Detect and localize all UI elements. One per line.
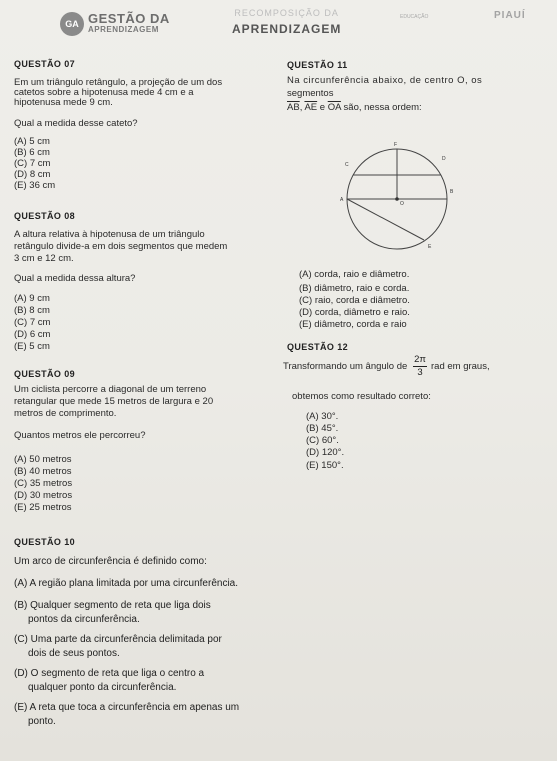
- header-faded-text: RECOMPOSIÇÃO DA: [234, 8, 339, 18]
- q10-option-e[interactable]: (E) A reta que toca a circunferência em apenas um: [14, 702, 240, 713]
- brand-logo-icon: GA: [60, 12, 84, 36]
- q07-option-b[interactable]: (B) 6 cm: [14, 147, 50, 158]
- q08-option-e[interactable]: (E) 5 cm: [14, 341, 50, 352]
- q10-option-b-cont: pontos da circunferência.: [28, 614, 140, 625]
- circle-figure: [336, 135, 466, 255]
- q11-seg-ae: $\overline{AE}$: [304, 102, 318, 113]
- q10-option-b[interactable]: (B) Qualquer segmento de reta que liga dois: [14, 600, 211, 611]
- q11-line-2: segmentos: [287, 88, 334, 99]
- q08-option-c[interactable]: (C) 7 cm: [14, 317, 51, 328]
- q09-heading: QUESTÃO 09: [14, 369, 76, 379]
- q07-option-a[interactable]: (A) 5 cm: [14, 136, 50, 147]
- q12-fraction: [413, 355, 427, 378]
- q11-option-b[interactable]: (B) diâmetro, raio e corda.: [299, 283, 410, 294]
- brand-sub-text: APRENDIZAGEM: [88, 25, 159, 34]
- q09-line-3: metros de comprimento.: [14, 408, 117, 419]
- q10-option-e-cont: ponto.: [28, 716, 56, 727]
- q12-option-c[interactable]: (C) 60°.: [306, 435, 339, 446]
- label-o: O: [400, 201, 404, 207]
- header-small-text: EDUCAÇÃO: [400, 14, 429, 20]
- q07-option-c[interactable]: (C) 7 cm: [14, 158, 51, 169]
- q09-option-e[interactable]: (E) 25 metros: [14, 502, 72, 513]
- q11-option-d[interactable]: (D) corda, diâmetro e raio.: [299, 307, 410, 318]
- label-b: B: [450, 189, 454, 195]
- q08-line-2: retângulo divide-a em dois segmentos que medem: [14, 241, 228, 252]
- q09-option-b[interactable]: (B) 40 metros: [14, 466, 72, 477]
- q12-text-before: Transformando um ângulo de: [283, 361, 408, 372]
- q10-question: Um arco de circunferência é definido como:: [14, 556, 207, 567]
- q12-text-after: rad em graus,: [431, 361, 490, 372]
- q12-option-e[interactable]: (E) 150°.: [306, 460, 344, 471]
- q11-seg-oa: $\overline{OA}$: [327, 102, 341, 113]
- q08-question: Qual a medida dessa altura?: [14, 273, 136, 284]
- q12-option-a[interactable]: (A) 30°.: [306, 411, 339, 422]
- q10-option-c-cont: dois de seus pontos.: [28, 648, 120, 659]
- q07-line-3: hipotenusa mede 9 cm.: [14, 97, 113, 108]
- brand-main-text: GESTÃO DA: [88, 11, 170, 26]
- q10-option-a[interactable]: (A) A região plana limitada por uma circunferência.: [14, 578, 239, 589]
- q11-option-a[interactable]: (A) corda, raio e diâmetro.: [299, 269, 410, 280]
- q10-heading: QUESTÃO 10: [14, 537, 76, 547]
- q11-segments-rest: são, nessa ordem:: [340, 102, 422, 113]
- header-center: [232, 8, 341, 36]
- q09-question: Quantos metros ele percorreu?: [14, 430, 146, 441]
- label-e: E: [428, 244, 432, 250]
- brand-name: [88, 12, 170, 34]
- q11-seg-ab: $\overline{AB}$: [287, 102, 300, 113]
- q07-heading: QUESTÃO 07: [14, 59, 76, 69]
- header-state-text: PIAUÍ: [494, 10, 526, 21]
- q11-sep-2: e: [317, 102, 328, 113]
- segment-ae: [347, 199, 424, 240]
- q07-option-d[interactable]: (D) 8 cm: [14, 169, 51, 180]
- q09-option-c[interactable]: (C) 35 metros: [14, 478, 73, 489]
- q09-line-2: retangular que mede 15 metros de largura e 20: [14, 396, 214, 407]
- q12-option-d[interactable]: (D) 120°.: [306, 447, 345, 458]
- q11-line-1: Na circunferência abaixo, de centro O, os: [287, 75, 483, 86]
- q12-heading: QUESTÃO 12: [287, 342, 349, 352]
- q07-line-2: catetos sobre a hipotenusa mede 4 cm e a: [14, 87, 194, 98]
- q11-option-e[interactable]: (E) diâmetro, corda e raio: [299, 319, 407, 330]
- q08-heading: QUESTÃO 08: [14, 211, 76, 221]
- page-header: [0, 0, 557, 48]
- q12-frac-denominator: 3: [417, 367, 423, 378]
- q07-option-e[interactable]: (E) 36 cm: [14, 180, 56, 191]
- q11-option-c[interactable]: (C) raio, corda e diâmetro.: [299, 295, 410, 306]
- q10-option-c[interactable]: (C) Uma parte da circunferência delimitada por: [14, 634, 222, 645]
- q11-sep-1: ,: [299, 102, 305, 113]
- center-point: [395, 197, 399, 201]
- q12-frac-numerator: 2π: [414, 354, 426, 365]
- q08-option-d[interactable]: (D) 6 cm: [14, 329, 51, 340]
- label-f: F: [394, 142, 398, 148]
- q09-option-a[interactable]: (A) 50 metros: [14, 454, 72, 465]
- q11-segments-line: [287, 103, 422, 114]
- q08-line-3: 3 cm e 12 cm.: [14, 253, 74, 264]
- q12-line-2: obtemos como resultado correto:: [292, 391, 431, 402]
- q10-option-d-cont: qualquer ponto da circunferência.: [28, 682, 177, 693]
- label-d: D: [442, 156, 446, 162]
- q07-line-1: Em um triângulo retângulo, a projeção de um dos: [14, 77, 223, 88]
- header-title: APRENDIZAGEM: [232, 22, 342, 36]
- q12-option-b[interactable]: (B) 45°.: [306, 423, 339, 434]
- q09-line-1: Um ciclista percorre a diagonal de um terreno: [14, 384, 207, 395]
- label-a: A: [340, 197, 344, 203]
- q07-question: Qual a medida desse cateto?: [14, 118, 138, 129]
- q08-line-1: A altura relativa à hipotenusa de um triângulo: [14, 229, 205, 240]
- q09-option-d[interactable]: (D) 30 metros: [14, 490, 73, 501]
- q08-option-a[interactable]: (A) 9 cm: [14, 293, 50, 304]
- q11-heading: QUESTÃO 11: [287, 60, 348, 70]
- label-c: C: [345, 162, 349, 168]
- q10-option-d[interactable]: (D) O segmento de reta que liga o centro a: [14, 668, 205, 679]
- q08-option-b[interactable]: (B) 8 cm: [14, 305, 50, 316]
